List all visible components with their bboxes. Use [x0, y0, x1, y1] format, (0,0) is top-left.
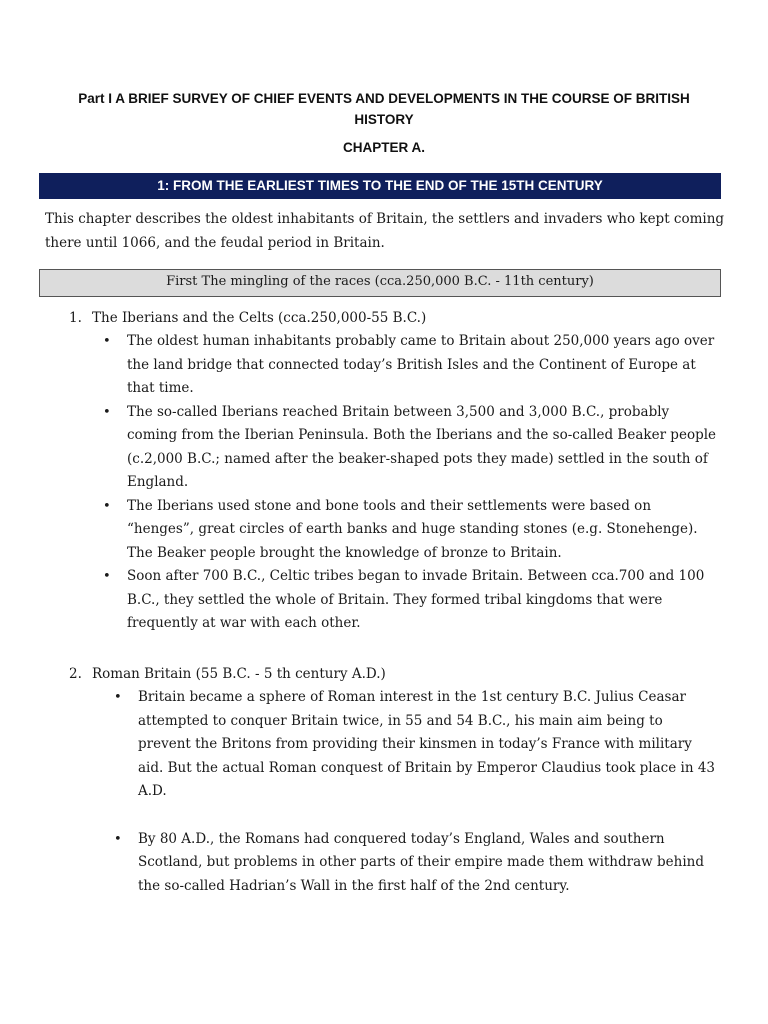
bullet-icon: • — [103, 569, 111, 584]
list-item — [114, 828, 718, 899]
list-item-text: Soon after 700 B.C., Celtic tribes began to invade Britain. Between cca.700 and 100 B.C., they settled the whole of Britain. They formed tribal kingdoms that were frequently at war with each other. — [127, 568, 705, 631]
chapter-title: CHAPTER A. — [342, 140, 425, 155]
section-heading-roman-britain — [69, 662, 386, 686]
section-number: 2. — [69, 666, 82, 682]
chapter-banner: 1: FROM THE EARLIEST TIMES TO THE END OF THE 15TH CENTURY — [39, 173, 721, 199]
part-title: Part I A BRIEF SURVEY OF CHIEF EVENTS AND DEVELOPMENTS IN THE COURSE OF BRITISH HISTORY — [78, 91, 690, 127]
list-item — [103, 330, 717, 401]
intro-paragraph: This chapter describes the oldest inhabitants of Britain, the settlers and invaders who kept coming there until 1066, and the feudal period in Britain. — [45, 211, 725, 251]
list-item — [114, 686, 718, 804]
list-item-text: The so-called Iberians reached Britain between 3,500 and 3,000 B.C., probably coming from the Iberian Peninsula. Both the Iberians and the so-called Beaker people (c.2,000 B.C.; named after the beaker-shaped pots they made) settled in the south of England. — [127, 403, 717, 490]
section-heading-iberians-celts — [69, 306, 426, 330]
bullet-list-roman-britain — [114, 686, 718, 898]
section-heading-text: Roman Britain (55 B.C. - 5 th century A.D.) — [92, 666, 386, 682]
list-item-text: The Iberians used stone and bone tools and their settlements were based on “henges”, great circles of earth banks and huge standing stones (e.g. Stonehenge). The Beaker people brought the knowledge of bronze to Britain. — [127, 497, 698, 561]
list-item-text: By 80 A.D., the Romans had conquered today’s England, Wales and southern Scotland, but problems in other parts of their empire made them withdraw behind the so-called Hadrian’s Wall in the first half of the 2nd century. — [138, 830, 704, 894]
list-item — [103, 401, 717, 495]
list-item-text: Britain became a sphere of Roman interest in the 1st century B.C. Julius Ceasar attempted to conquer Britain twice, in 55 and 54 B.C., his main aim being to prevent the Britons from providing their kinsmen in today’s France with military aid. But the actual Roman conquest of Britain by Emperor Claudius took place in 43 A.D. — [138, 689, 715, 799]
list-item-text: The oldest human inhabitants probably came to Britain about 250,000 years ago over the land bridge that connected today’s British Isles and the Continent of Europe at that time. — [127, 333, 715, 396]
bullet-icon: • — [103, 404, 111, 420]
section-number: 1. — [69, 310, 82, 326]
bullet-icon: • — [114, 690, 122, 705]
list-item — [103, 565, 717, 636]
section-box: First The mingling of the races (cca.250,000 B.C. - 11th century) — [39, 269, 721, 297]
bullet-icon: • — [103, 498, 111, 514]
bullet-list-iberians-celts — [103, 330, 717, 636]
bullet-icon: • — [114, 831, 122, 847]
list-item — [103, 495, 717, 566]
bullet-icon: • — [103, 334, 111, 349]
section-heading-text: The Iberians and the Celts (cca.250,000-55 B.C.) — [92, 310, 427, 326]
